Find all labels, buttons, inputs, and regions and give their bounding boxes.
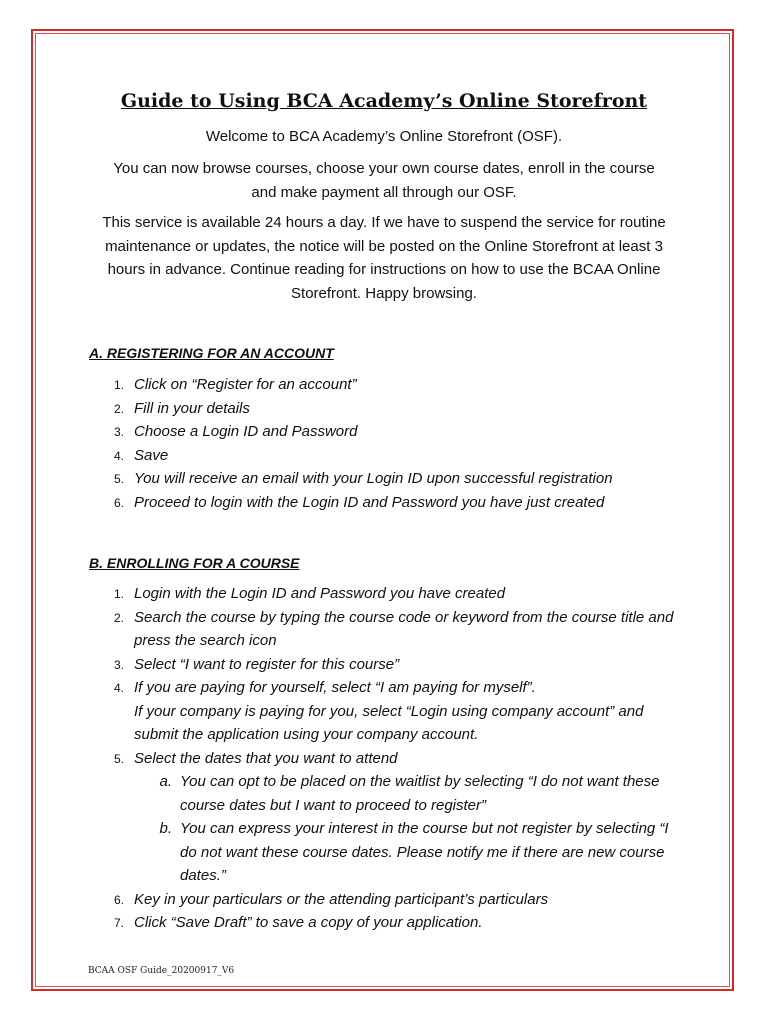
- step-text: Proceed to login with the Login ID and Password you have just created: [134, 493, 605, 511]
- sub-list-item: [134, 817, 684, 888]
- step-number: 6.: [113, 892, 124, 907]
- step-text: Select “I want to register for this course”: [134, 655, 400, 673]
- step-text-continued: If your company is paying for you, select “Login using company account” and submit the application using your company account.: [134, 702, 644, 743]
- list-item: [104, 467, 684, 491]
- step-number: 3.: [113, 425, 124, 439]
- section-b-heading: B. ENROLLING FOR A COURSE: [89, 555, 300, 571]
- document-footer: BCAA OSF Guide_20200917_V6: [88, 966, 235, 976]
- document-title: Guide to Using BCA Academy’s Online Storefront: [120, 90, 648, 112]
- sub-steps: [134, 770, 684, 888]
- step-text: Save: [134, 446, 169, 464]
- sub-step-text: You can express your interest in the course but not register by selecting “I do not want these course dates. Please notify me if there are new course dates.”: [180, 820, 669, 884]
- list-item: [104, 491, 684, 515]
- list-item: [104, 582, 684, 606]
- list-item: [104, 373, 684, 397]
- list-item: [104, 888, 684, 912]
- step-text: Select the dates that you want to attend: [134, 749, 398, 767]
- list-item: [104, 420, 684, 444]
- step-text: You will receive an email with your Login ID upon successful registration: [134, 470, 613, 487]
- intro-welcome: Welcome to BCA Academy’s Online Storefront (OSF).: [205, 128, 563, 145]
- list-item: [104, 653, 684, 677]
- section-b-steps: [104, 582, 684, 935]
- step-text: Key in your particulars or the attending participant’s particulars: [134, 890, 549, 908]
- section-a-heading: A. REGISTERING FOR AN ACCOUNT: [89, 345, 334, 361]
- list-item: [104, 676, 684, 747]
- step-text: Choose a Login ID and Password: [134, 423, 358, 440]
- step-number: 4.: [113, 448, 124, 463]
- sub-step-letter: a.: [159, 773, 172, 790]
- step-number: 5.: [113, 751, 124, 766]
- list-item: [104, 397, 684, 421]
- step-text: Click on “Register for an account”: [134, 376, 357, 393]
- step-text: Click “Save Draft” to save a copy of your application.: [134, 914, 483, 931]
- step-number: 4.: [113, 681, 124, 695]
- intro-browse: You can now browse courses, choose your own course dates, enroll in the course and make payment all through our OSF.: [113, 160, 655, 201]
- step-text: Search the course by typing the course code or keyword from the course title and press the search icon: [134, 608, 674, 649]
- sub-step-text: You can opt to be placed on the waitlist by selecting “I do not want these course dates but I want to proceed to register”: [180, 773, 660, 814]
- step-number: 3.: [113, 657, 124, 672]
- step-text: If you are paying for yourself, select “I am paying for myself”.: [134, 679, 536, 696]
- step-text: Login with the Login ID and Password you have created: [134, 585, 506, 602]
- step-number: 5.: [113, 472, 124, 486]
- step-number: 2.: [113, 610, 124, 625]
- list-item: [104, 606, 684, 653]
- list-item: [104, 444, 684, 468]
- sub-step-letter: b.: [159, 820, 172, 837]
- step-number: 1.: [113, 587, 124, 601]
- list-item: [104, 747, 684, 888]
- step-number: 7.: [113, 916, 124, 930]
- section-a-steps: [104, 373, 684, 514]
- step-number: 1.: [113, 378, 124, 392]
- list-item: [104, 911, 684, 935]
- step-number: 2.: [113, 401, 124, 416]
- sub-list-item: [134, 770, 684, 817]
- step-text: Fill in your details: [134, 399, 250, 417]
- step-number: 6.: [113, 495, 124, 510]
- intro-service: This service is available 24 hours a day. If we have to suspend the service for routine maintenance or updates, the notice will be posted on the Online Storefront at least 3 hours in advance. Continue reading for instructions on how to use the BCAA Online Storefront. Happy browsing.: [102, 214, 666, 302]
